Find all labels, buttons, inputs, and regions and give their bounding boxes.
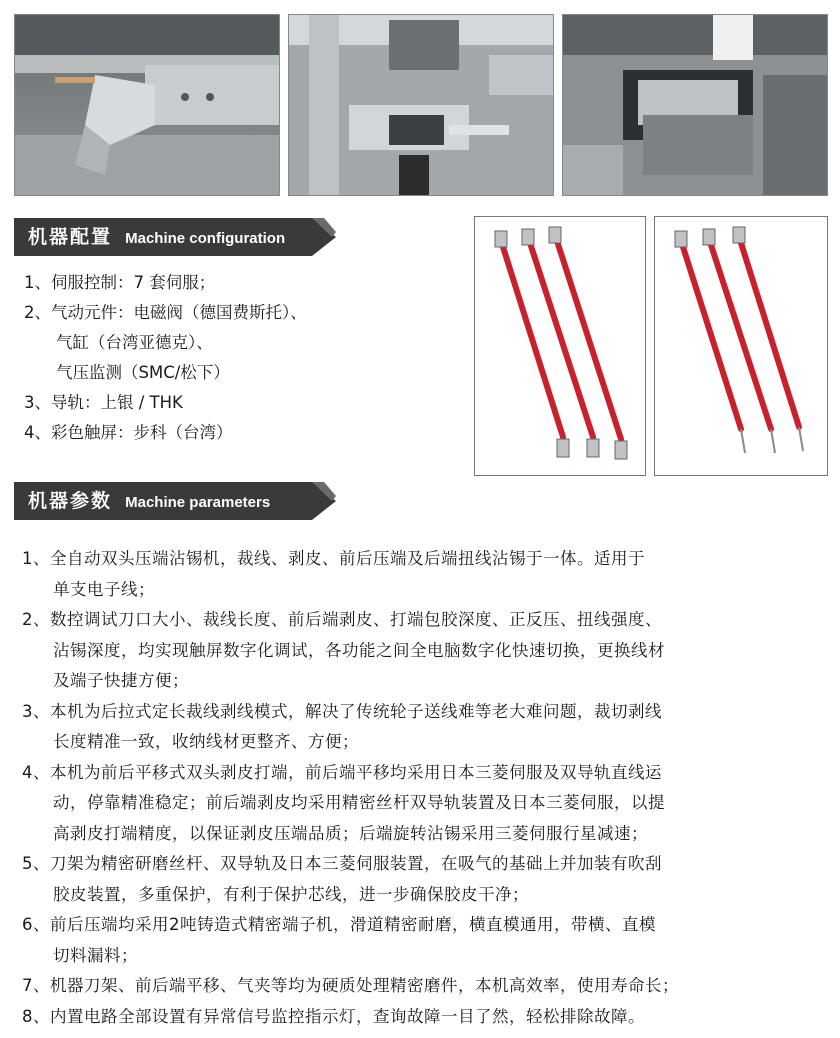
config-line: 4、彩色触屏：步科（台湾） <box>24 423 233 442</box>
param-line: 及端子快捷方便； <box>53 671 189 690</box>
config-title-en: Machine configuration <box>125 230 286 247</box>
param-line: 动，停靠精准稳定；前后端剥皮均采用精密丝杆双导轨装置及日本三菱伺服，以提 <box>53 793 665 812</box>
params-section-header <box>14 482 339 520</box>
params-title-en: Machine parameters <box>125 494 271 511</box>
config-line: 2、气动元件：电磁阀（德国费斯托）、 <box>24 303 307 322</box>
param-line: 6、前后压端均采用2吨铸造式精密端子机，滑道精密耐磨，横直模通用，带横、直模 <box>22 915 656 934</box>
params-list <box>22 544 826 1032</box>
param-line: 1、全自动双头压端沾锡机，裁线、剥皮、前后压端及后端扭线沾锡于一体。适用于 <box>22 549 645 568</box>
param-line: 3、本机为后拉式定长裁线剥线模式，解决了传统轮子送线难等老大难问题，裁切剥线 <box>22 701 662 721</box>
param-line: 长度精准一致，收纳线材更整齐、方便； <box>53 732 359 751</box>
config-line: 气压监测（SMC/松下） <box>56 363 230 382</box>
param-line: 7、机器刀架、前后端平移、气夹等均为硬质处理精密磨件，本机高效率，使用寿命长； <box>22 976 679 995</box>
param-line: 胶皮装置，多重保护，有利于保护芯线，进一步确保胶皮干净； <box>53 884 529 904</box>
param-line: 单支电子线； <box>53 579 155 599</box>
config-line: 气缸（台湾亚德克）、 <box>56 333 213 352</box>
param-line: 沾锡深度，均实现触屏数字化调试，各功能之间全电脑数字化快速切换，更换线材 <box>53 640 665 660</box>
config-list <box>24 268 444 448</box>
param-line: 8、内置电路全部设置有异常信号监控指示灯，查询故障一目了然，轻松排除故障。 <box>22 1006 645 1026</box>
config-line: 3、导轨：上银 / THK <box>24 393 183 412</box>
crimping-head-photo <box>288 14 554 196</box>
config-section-header <box>14 218 339 256</box>
param-line: 高剥皮打端精度，以保证剥皮压端品质；后端旋转沾锡采用三菱伺服行星减速； <box>53 823 648 843</box>
config-line: 1、伺服控制：7 套伺服； <box>24 273 216 292</box>
param-line: 2、数控调试刀口大小、裁线长度、前后端剥皮、打端包胶深度、正反压、扭线强度、 <box>22 610 662 629</box>
cable-sample-right <box>654 216 828 476</box>
cable-sample-left <box>474 216 646 476</box>
config-title-cn: 机器配置 <box>28 226 113 248</box>
solder-pot-photo <box>562 14 828 196</box>
gripper-photo <box>14 14 280 196</box>
param-line: 5、刀架为精密研磨丝杆、双导轨及日本三菱伺服装置，在吸气的基础上并加装有吹刮 <box>22 854 662 873</box>
param-line: 4、本机为前后平移式双头剥皮打端，前后端平移均采用日本三菱伺服及双导轨直线运 <box>22 762 662 782</box>
params-title-cn: 机器参数 <box>28 490 113 512</box>
param-line: 切料漏料； <box>53 945 138 965</box>
